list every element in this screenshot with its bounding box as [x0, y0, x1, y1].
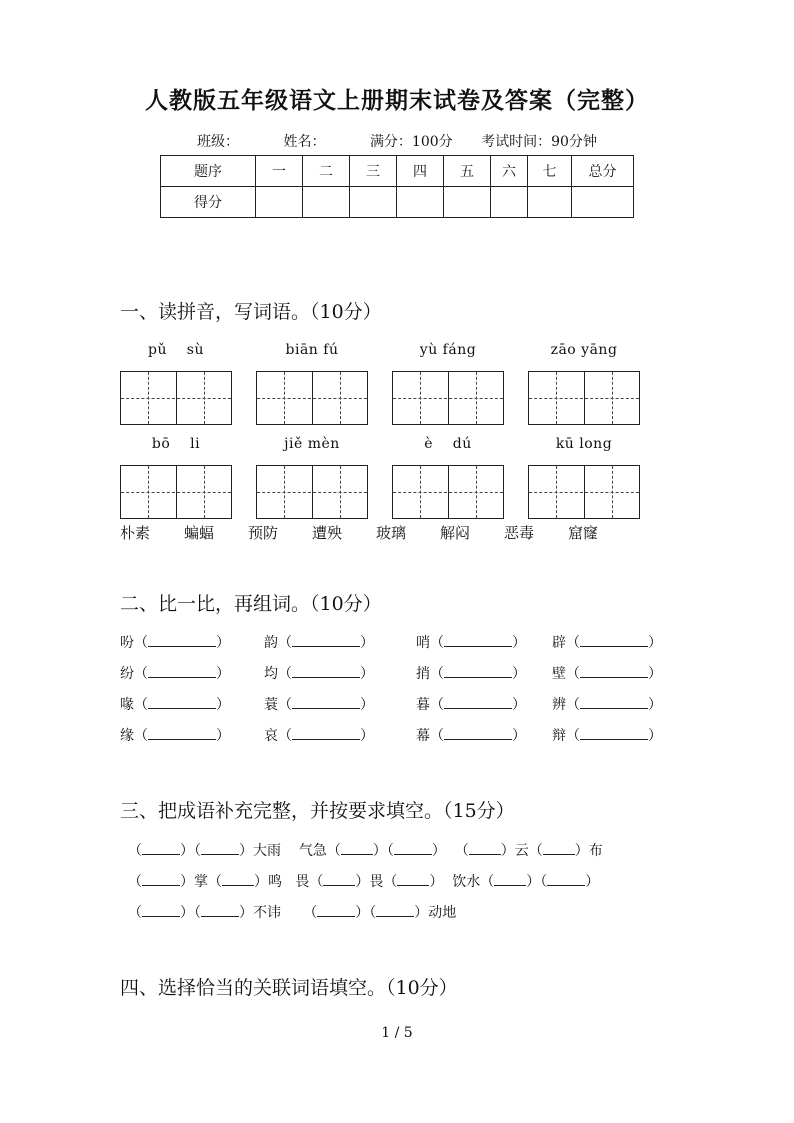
section-2-heading: 二、比一比，再组词。（10分）	[120, 593, 382, 615]
answer-blank[interactable]	[292, 694, 360, 709]
idiom-row: （ ）（ ）不讳 （ ）（ ）动地	[128, 902, 688, 924]
tianzige-row-1	[120, 371, 660, 425]
answer-word: 朴素	[120, 524, 151, 542]
score-header-cell: 七	[528, 156, 572, 187]
answer-blank[interactable]	[148, 663, 216, 678]
answer-blank[interactable]	[292, 663, 360, 678]
score-header-cell: 题序	[161, 156, 256, 187]
full-score: 满分：100分	[369, 134, 453, 150]
writing-box[interactable]	[392, 465, 504, 519]
score-cell[interactable]	[528, 187, 572, 218]
name-label: 姓名：	[283, 134, 326, 150]
score-header-cell: 六	[491, 156, 528, 187]
idiom-text: 鸣	[268, 874, 282, 890]
class-label: 班级：	[197, 134, 240, 150]
answer-blank[interactable]	[444, 725, 512, 740]
answer-blank[interactable]	[444, 632, 512, 647]
compare-char: 均	[264, 666, 278, 682]
answer-blank[interactable]	[397, 871, 429, 886]
score-cell[interactable]	[256, 187, 303, 218]
section-1-heading: 一、读拼音，写词语。（10分）	[120, 301, 382, 323]
score-table-header-row	[161, 156, 634, 187]
compare-char: 捎	[416, 666, 430, 682]
answer-blank[interactable]	[376, 902, 414, 917]
pinyin-label: kū long	[555, 436, 613, 452]
idiom-text: 云	[514, 843, 529, 859]
answer-blank[interactable]	[148, 694, 216, 709]
compare-char: 暮	[416, 697, 430, 713]
answer-blank[interactable]	[323, 871, 355, 886]
score-cell[interactable]	[303, 187, 350, 218]
compare-row: 喙（ ） 蓑（ ） 暮（ ） 辨（ ）	[120, 694, 680, 716]
compare-char: 辨	[552, 697, 566, 713]
answer-blank[interactable]	[142, 840, 180, 855]
idiom-text: 畏	[295, 874, 310, 890]
idiom-text: 不讳	[253, 905, 281, 921]
compare-char: 韵	[264, 635, 278, 651]
compare-char: 缘	[120, 728, 134, 744]
compare-char: 幕	[416, 728, 430, 744]
idiom-text: 气急	[298, 843, 327, 859]
score-table	[160, 155, 634, 218]
answer-blank[interactable]	[292, 725, 360, 740]
answer-blank[interactable]	[341, 840, 373, 855]
score-cell[interactable]	[491, 187, 528, 218]
score-cell[interactable]	[444, 187, 491, 218]
pinyin-label: zāo yāng	[550, 342, 618, 358]
writing-box[interactable]	[392, 371, 504, 425]
tianzige-row-2	[120, 465, 660, 519]
page-number: 1 / 5	[381, 1025, 413, 1041]
score-cell[interactable]	[572, 187, 634, 218]
pinyin-row-1	[120, 342, 660, 362]
compare-char: 吩	[120, 635, 134, 651]
answer-word: 恶毒	[504, 524, 535, 542]
answer-blank[interactable]	[580, 694, 648, 709]
compare-char: 喙	[120, 697, 134, 713]
answer-blank[interactable]	[580, 632, 648, 647]
answer-blank[interactable]	[148, 725, 216, 740]
score-header-cell: 二	[303, 156, 350, 187]
pinyin-label: biān fú	[285, 342, 339, 358]
exam-time: 考试时间：90分钟	[481, 134, 597, 150]
idiom-text: 布	[588, 843, 603, 859]
idiom-row: （ ）（ ）大雨 气急（ ）（ ） （ ）云（ ）布	[128, 840, 688, 862]
score-header-cell: 一	[256, 156, 303, 187]
answer-blank[interactable]	[444, 694, 512, 709]
idiom-text: 畏	[369, 874, 384, 890]
compare-row: 吩（ ） 韵（ ） 哨（ ） 辟（ ）	[120, 632, 680, 654]
section-3-heading: 三、把成语补充完整，并按要求填空。（15分）	[120, 800, 515, 822]
idiom-text: 掌	[194, 874, 208, 890]
compare-char: 壁	[552, 666, 566, 682]
answer-blank[interactable]	[201, 840, 239, 855]
answer-blank[interactable]	[142, 902, 180, 917]
answer-word: 遭殃	[312, 524, 343, 542]
answer-blank[interactable]	[444, 663, 512, 678]
score-table-score-row	[161, 187, 634, 218]
writing-box[interactable]	[528, 371, 640, 425]
answer-words	[120, 522, 680, 544]
writing-box[interactable]	[256, 371, 368, 425]
compare-char: 辩	[552, 728, 566, 744]
score-header-cell: 四	[397, 156, 444, 187]
compare-row: 缘（ ） 哀（ ） 幕（ ） 辩（ ）	[120, 725, 680, 747]
idiom-text: 动地	[428, 905, 457, 921]
answer-blank[interactable]	[543, 840, 575, 855]
answer-blank[interactable]	[201, 902, 239, 917]
compare-char: 辟	[552, 635, 566, 651]
answer-blank[interactable]	[292, 632, 360, 647]
compare-row: 纷（ ） 均（ ） 捎（ ） 壁（ ）	[120, 663, 680, 685]
answer-blank[interactable]	[142, 871, 180, 886]
section-4-heading: 四、选择恰当的关联词语填空。（10分）	[120, 977, 458, 999]
answer-word: 蝙蝠	[184, 524, 215, 542]
writing-box[interactable]	[120, 371, 232, 425]
answer-blank[interactable]	[394, 840, 432, 855]
pinyin-label: bō li	[151, 436, 201, 452]
compare-char: 哀	[264, 728, 278, 744]
score-cell[interactable]	[350, 187, 397, 218]
answer-blank[interactable]	[317, 902, 355, 917]
answer-word: 解闷	[440, 524, 471, 542]
score-header-cell: 五	[444, 156, 491, 187]
exam-info	[0, 131, 794, 151]
answer-blank[interactable]	[494, 871, 526, 886]
answer-word: 玻璃	[376, 524, 407, 542]
idiom-row: （ ）掌（ ）鸣 畏（ ）畏（ ） 饮水（ ）（ ）	[128, 871, 688, 893]
pinyin-row-2	[120, 436, 660, 456]
writing-box[interactable]	[528, 465, 640, 519]
writing-box[interactable]	[256, 465, 368, 519]
page-title: 人教版五年级语文上册期末试卷及答案（完整）	[145, 87, 649, 114]
idiom-text: 饮水	[452, 874, 481, 890]
compare-char: 纷	[120, 666, 134, 682]
score-cell[interactable]	[397, 187, 444, 218]
compare-char: 蓑	[264, 697, 278, 713]
writing-box[interactable]	[120, 465, 232, 519]
idiom-text: 大雨	[253, 843, 281, 859]
answer-blank[interactable]	[580, 725, 648, 740]
pinyin-label: yù fáng	[419, 342, 477, 358]
score-header-cell: 三	[350, 156, 397, 187]
answer-blank[interactable]	[580, 663, 648, 678]
score-row-label: 得分	[161, 187, 256, 218]
compare-char: 哨	[416, 635, 430, 651]
answer-blank[interactable]	[547, 871, 585, 886]
answer-word: 预防	[248, 524, 279, 542]
pinyin-label: è dú	[424, 436, 472, 452]
pinyin-label: jiě mèn	[284, 436, 340, 452]
answer-word: 窟窿	[568, 524, 599, 542]
answer-blank[interactable]	[222, 871, 254, 886]
answer-blank[interactable]	[148, 632, 216, 647]
score-header-cell: 总分	[572, 156, 634, 187]
pinyin-label: pǔ sù	[148, 342, 204, 358]
answer-blank[interactable]	[469, 840, 501, 855]
